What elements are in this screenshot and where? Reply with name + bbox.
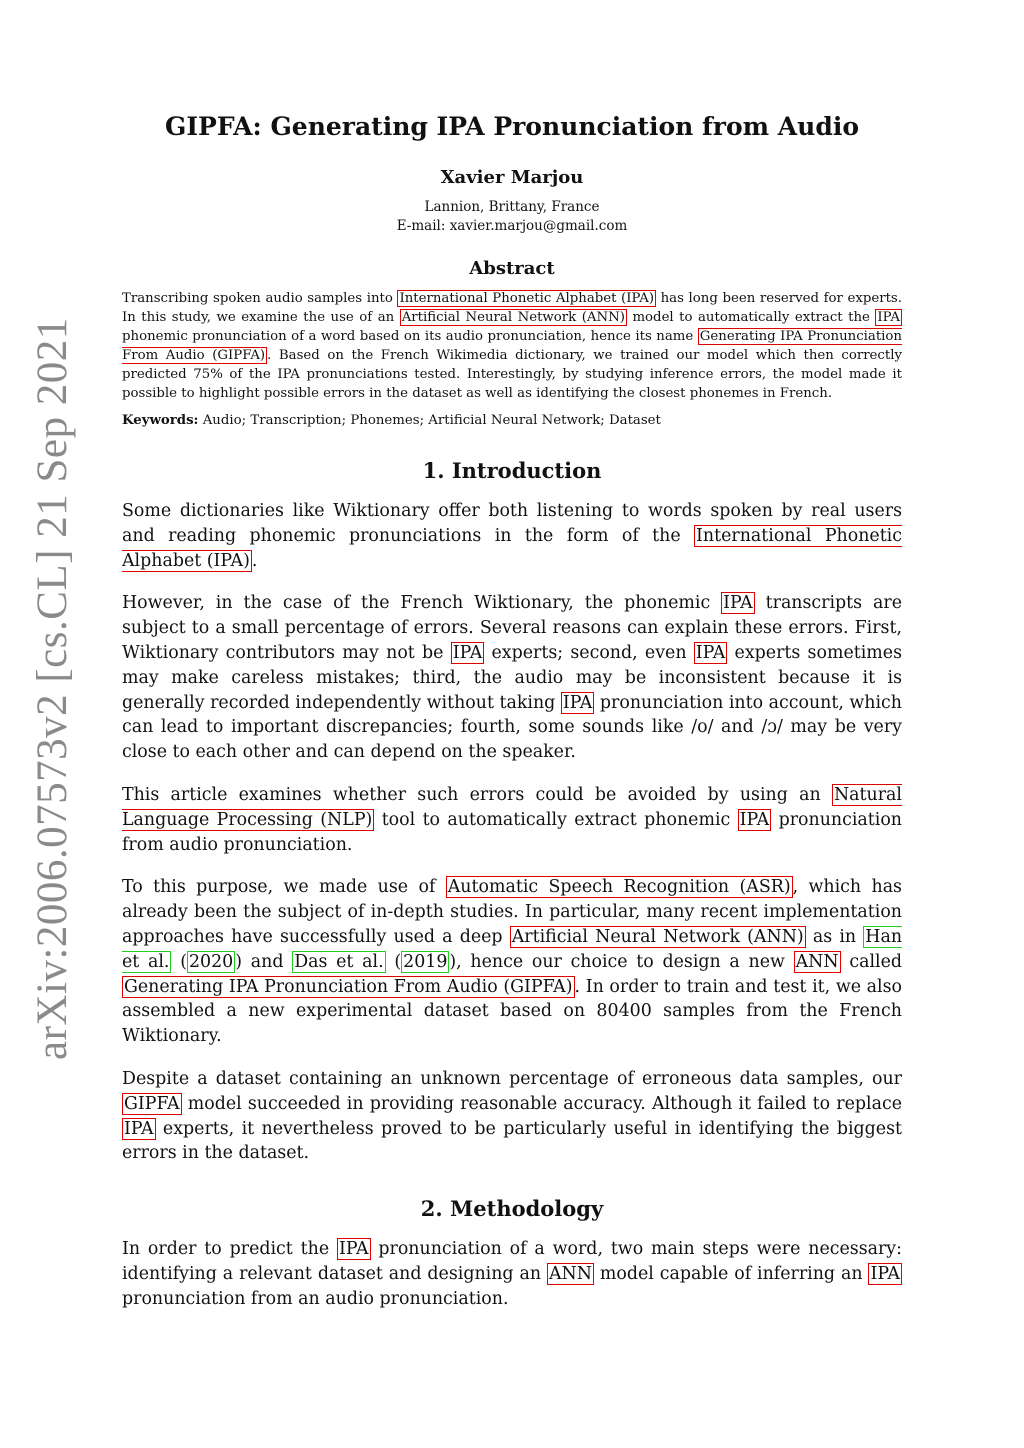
acronym-link[interactable]: IPA bbox=[124, 1118, 154, 1139]
paragraph bbox=[122, 1067, 902, 1166]
acronym-link[interactable]: IPA bbox=[739, 809, 770, 830]
author-email: E-mail: xavier.marjou@gmail.com bbox=[396, 218, 628, 234]
abstract-heading: Abstract bbox=[469, 258, 555, 279]
acronym-link[interactable]: International Phonetic Alphabet (IPA) bbox=[122, 525, 902, 571]
text-run: phonemic pronunciation of a word based on its audio pronunciation, hence its name bbox=[122, 329, 698, 344]
acronym-link[interactable]: IPA bbox=[723, 593, 753, 614]
text-run: tool to automatically extract phonemic bbox=[374, 809, 738, 830]
acronym-link[interactable]: IPA bbox=[877, 310, 900, 325]
acronym-link[interactable]: ANN bbox=[795, 951, 839, 972]
text-run: However, in the case of the French Wiktionary, the phonemic bbox=[122, 593, 722, 614]
acronym-link[interactable]: Automatic Speech Recognition (ASR) bbox=[447, 877, 791, 898]
keywords-label: Keywords: bbox=[122, 413, 199, 428]
text-run: model capable of inferring an bbox=[593, 1263, 869, 1284]
author-affiliation: Lannion, Brittany, France bbox=[424, 199, 600, 215]
text-run: . Based on the French Wikimedia dictionary, we trained our model which then correctly predicted 75% of the IPA pronunciations tested. Interestingly, by studying inference errors, the model made it possible to highlight possible errors in the dataset as well as identifying the closest phonemes in French. bbox=[122, 348, 902, 401]
acronym-link[interactable]: ANN bbox=[548, 1263, 592, 1284]
acronym-link[interactable]: Generating IPA Pronunciation From Audio (GIPFA) bbox=[124, 976, 573, 997]
text-run: . In order to train and test it, we also assembled a new experimental dataset based on 80400 samples from the French Wiktionary. bbox=[122, 976, 902, 1047]
acronym-link[interactable]: Artificial Neural Network (ANN) bbox=[511, 926, 804, 947]
acronym-link[interactable]: GIPFA bbox=[124, 1093, 180, 1114]
acronym-link[interactable]: Generating IPA Pronunciation From Audio (GIPFA) bbox=[122, 329, 902, 363]
keywords-list: Audio; Transcription; Phonemes; Artificial Neural Network; Dataset bbox=[202, 413, 661, 428]
section-heading-methodology: 2. Methodology bbox=[420, 1196, 604, 1222]
paragraph bbox=[122, 499, 902, 573]
text-run: experts sometimes may make careless mistakes; third, the audio may be inconsistent because it is generally recorded independently without taking bbox=[122, 642, 902, 713]
text-run: as in bbox=[805, 926, 864, 947]
paper-page bbox=[122, 112, 902, 1330]
text-run: pronunciation from an audio pronunciation. bbox=[122, 1288, 509, 1309]
section-heading-introduction: 1. Introduction bbox=[422, 458, 602, 483]
text-run: ), hence our choice to design a new bbox=[449, 951, 794, 972]
paragraph bbox=[122, 783, 902, 857]
author-name: Xavier Marjou bbox=[440, 167, 584, 188]
text-run: pronunciation into account, which can lead to important discrepancies; fourth, some sounds like /o/ and /ɔ/ may be very close to each other and can depend on the speaker. bbox=[122, 692, 902, 763]
text-run: ( bbox=[385, 951, 402, 972]
citation-link[interactable]: Han et al. bbox=[122, 926, 903, 972]
paper-title: GIPFA: Generating IPA Pronunciation from Audio bbox=[164, 112, 860, 141]
text-run: Transcribing spoken audio samples into bbox=[122, 291, 398, 306]
paragraph bbox=[122, 1237, 902, 1311]
acronym-link[interactable]: IPA bbox=[562, 692, 593, 713]
paragraph bbox=[122, 591, 902, 765]
acronym-link[interactable]: International Phonetic Alphabet (IPA) bbox=[399, 291, 655, 306]
text-run: model succeeded in providing reasonable accuracy. Although it failed to replace bbox=[181, 1093, 902, 1114]
text-run: To this purpose, we made use of bbox=[122, 877, 446, 898]
text-run: ( bbox=[171, 951, 187, 972]
citation-link[interactable]: Das et al. bbox=[294, 951, 384, 972]
arxiv-identifier: arXiv:2006.07573v2 [cs.CL] 21 Sep 2021 bbox=[29, 317, 76, 1060]
paragraph bbox=[122, 875, 902, 1049]
text-run: In order to predict the bbox=[122, 1239, 337, 1260]
text-run: experts, it nevertheless proved to be particularly useful in identifying the biggest errors in the dataset. bbox=[122, 1118, 902, 1164]
citation-link[interactable]: 2020 bbox=[188, 951, 234, 972]
acronym-link[interactable]: IPA bbox=[452, 642, 483, 663]
text-run: ) and bbox=[235, 951, 293, 972]
text-run: experts; second, even bbox=[484, 642, 694, 663]
text-run: transcripts are subject to a small percentage of errors. Several reasons can explain these errors. First, Wiktionary contributors may not be bbox=[122, 593, 902, 663]
text-run: has long been reserved for experts. In this study, we examine the use of an bbox=[122, 291, 902, 325]
text-run: called bbox=[840, 951, 903, 972]
acronym-link[interactable]: IPA bbox=[338, 1239, 369, 1260]
text-run: This article examines whether such errors could be avoided by using an bbox=[122, 784, 832, 805]
acronym-link[interactable]: Artificial Neural Network (ANN) bbox=[401, 310, 625, 325]
text-run: pronunciation of a word, two main steps were necessary: identifying a relevant dataset and designing an bbox=[122, 1239, 902, 1284]
text-run: Some dictionaries like Wiktionary offer both listening to words spoken by real users and reading phonemic pronunciations in the form of the bbox=[122, 501, 902, 546]
acronym-link[interactable]: Natural Language Processing (NLP) bbox=[122, 784, 902, 830]
abstract-text bbox=[122, 289, 902, 403]
citation-link[interactable]: 2019 bbox=[403, 951, 448, 972]
acronym-link[interactable]: IPA bbox=[695, 642, 726, 663]
text-run: model to automatically extract the bbox=[626, 310, 876, 325]
text-run: Despite a dataset containing an unknown percentage of erroneous data samples, our bbox=[122, 1068, 902, 1089]
text-run: , which has already been the subject of in-depth studies. In particular, many recent implementation approaches have successfully used a deep bbox=[122, 877, 902, 947]
keywords bbox=[122, 413, 902, 428]
acronym-link[interactable]: IPA bbox=[870, 1263, 900, 1284]
text-run: pronunciation from audio pronunciation. bbox=[122, 809, 902, 855]
text-run: . bbox=[251, 550, 258, 571]
